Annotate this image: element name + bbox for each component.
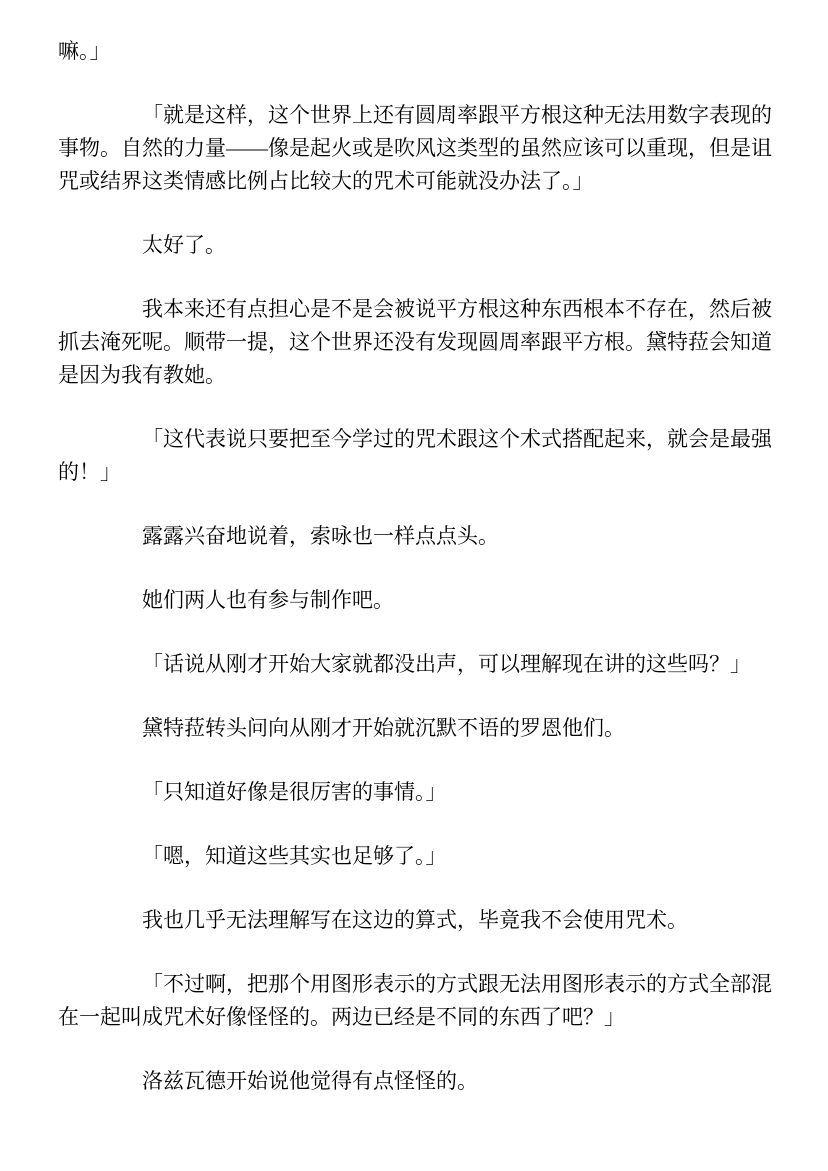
paragraph: 洛兹瓦德开始说他觉得有点怪怪的。 bbox=[142, 1069, 478, 1093]
paragraph: 我也几乎无法理解写在这边的算式，毕竟我不会使用咒术。 bbox=[142, 908, 688, 932]
paragraph: 「嗯，知道这些其实也足够了。」 bbox=[142, 844, 447, 868]
paragraph: 「不过啊，把那个用图形表示的方式跟无法用图形表示的方式全部混在一起叫成咒术好像怪怪的。两边已经是不同的东西了吧？」 bbox=[58, 972, 772, 1029]
paragraph: 「就是这样，这个世界上还有圆周率跟平方根这种无法用数字表现的事物。自然的力量——像是起火或是吹风这类型的虽然应该可以重现，但是诅咒或结界这类情感比例占比较大的咒术可能就没办法了。」 bbox=[58, 103, 772, 193]
paragraph: 我本来还有点担心是不是会被说平方根这种东西根本不存在，然后被抓去淹死呢。顺带一提，这个世界还没有发现圆周率跟平方根。黛特菈会知道是因为我有教她。 bbox=[58, 297, 772, 387]
paragraph: 「这代表说只要把至今学过的咒术跟这个术式搭配起来，就会是最强的！」 bbox=[58, 427, 772, 484]
paragraph: 露露兴奋地说着，索咏也一样点点头。 bbox=[142, 524, 499, 548]
paragraph: 嘛。」 bbox=[58, 39, 111, 63]
paragraph: 她们两人也有参与制作吧。 bbox=[142, 588, 394, 612]
paragraph: 黛特菈转头问向从刚才开始就沉默不语的罗恩他们。 bbox=[142, 716, 625, 740]
paragraph: 「话说从刚才开始大家就都没出声，可以理解现在讲的这些吗？」 bbox=[142, 652, 751, 676]
paragraph: 太好了。 bbox=[142, 233, 226, 257]
paragraph: 「只知道好像是很厉害的事情。」 bbox=[142, 780, 447, 804]
